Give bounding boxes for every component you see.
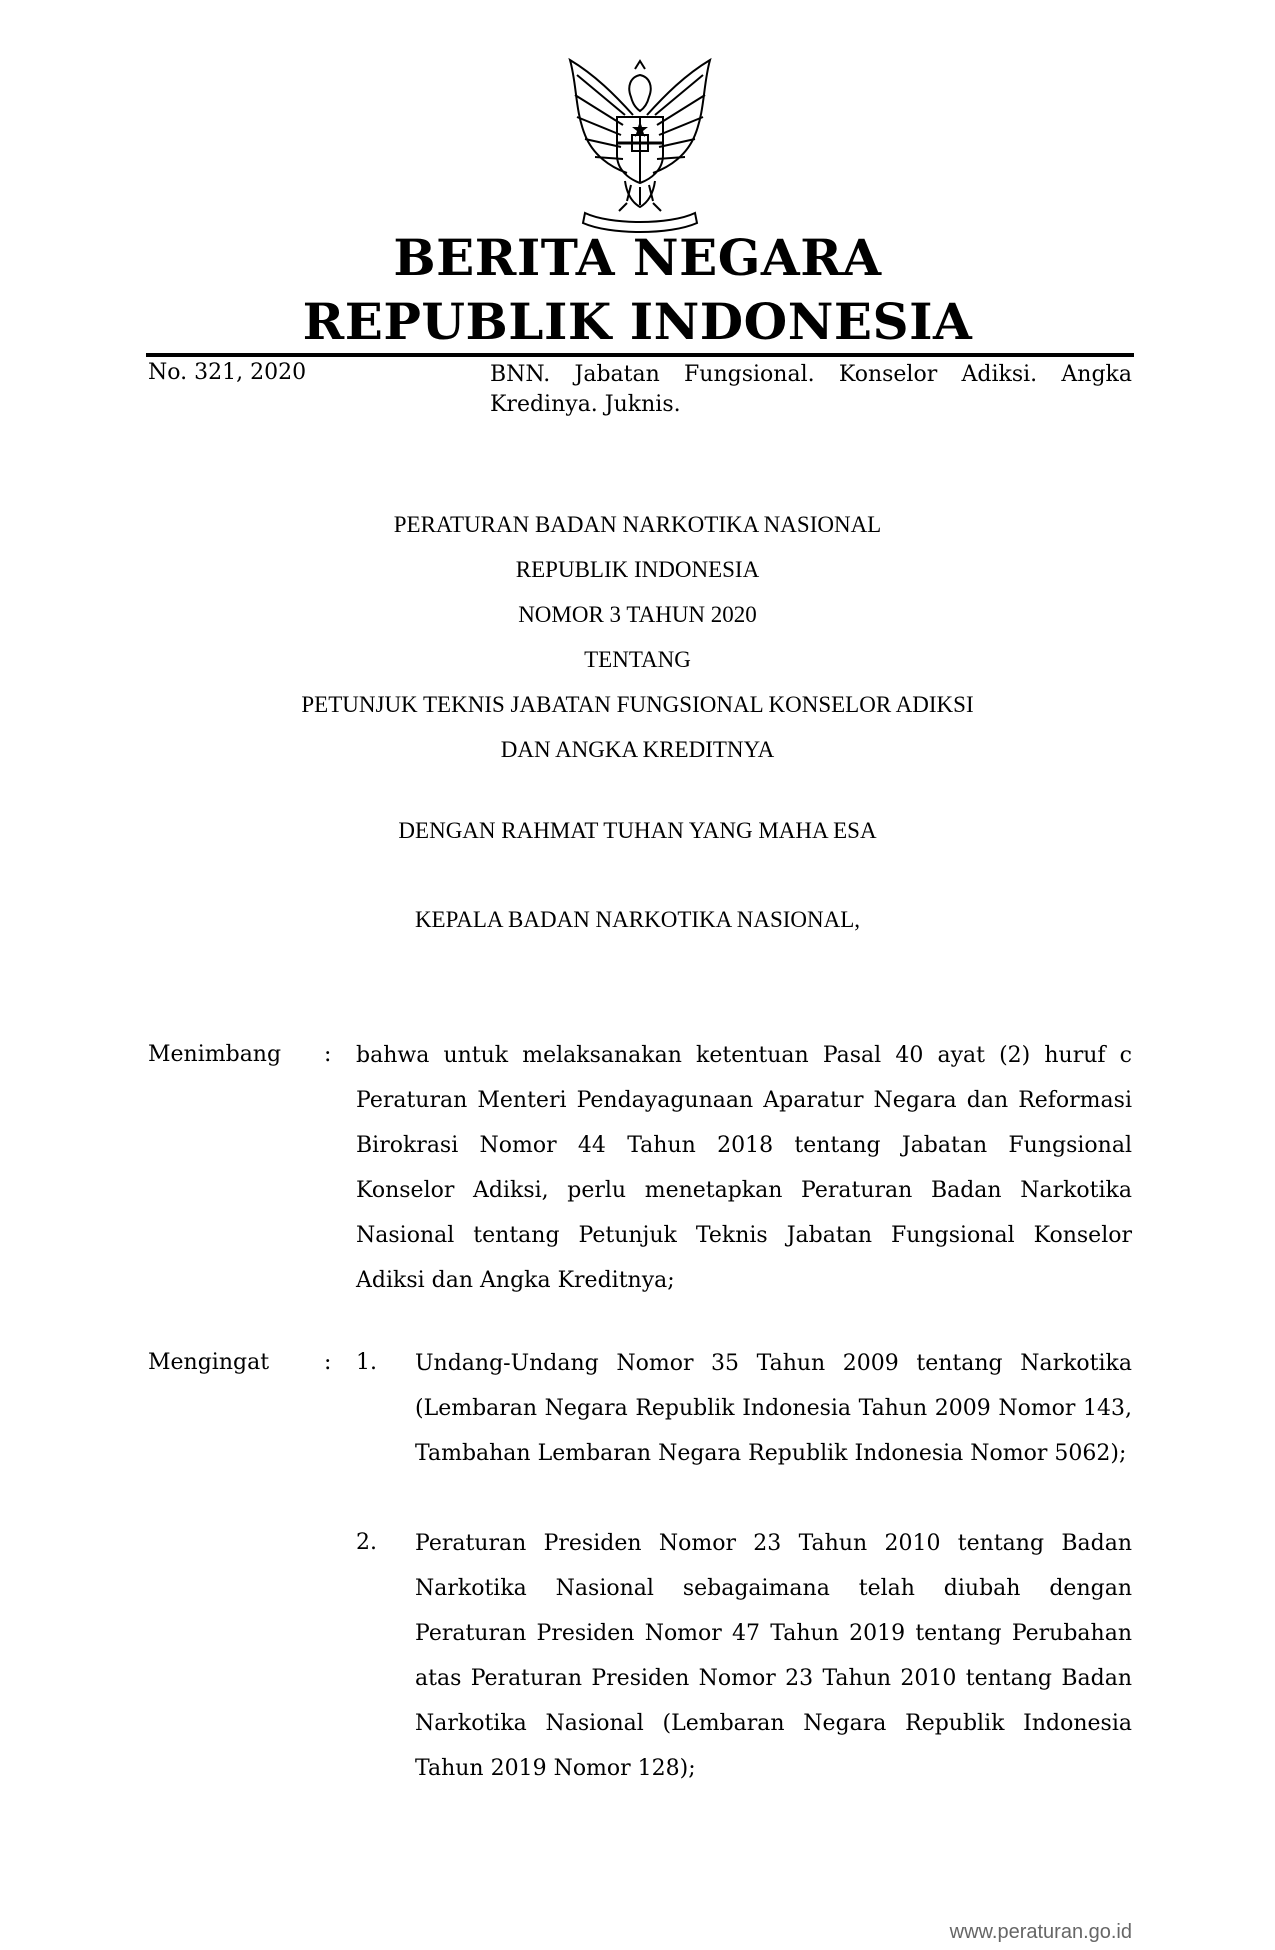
- regulation-title-line: TENTANG: [584, 647, 691, 672]
- regulation-title-line: NOMOR 3 TAHUN 2020: [518, 602, 757, 627]
- menimbang-text: bahwa untuk melaksanakan ketentuan Pasal 40 ayat (2) huruf c Peraturan Menteri Pendayagunaan Aparatur Negara dan Reformasi Birokrasi Nomor 44 Tahun 2018 tentang Jabatan Fungsional Konselor Adiksi, perlu menetapkan Peraturan Badan Narkotika Nasional tentang Petunjuk Teknis Jabatan Fungsional Konselor Adiksi dan Angka Kreditnya;: [356, 1043, 1132, 1293]
- list-item-number: 2.: [356, 1530, 377, 1555]
- menimbang-colon: :: [324, 1042, 332, 1067]
- list-item: Undang-Undang Nomor 35 Tahun 2009 tentang Narkotika (Lembaran Negara Republik Indonesia Tahun 2009 Nomor 143, Tambahan Lembaran Negara Republik Indonesia Nomor 5062);: [415, 1351, 1132, 1466]
- list-item-number: 1.: [356, 1350, 377, 1375]
- regulation-title-line: PERATURAN BADAN NARKOTIKA NASIONAL: [393, 512, 882, 537]
- regulation-title-line: REPUBLIK INDONESIA: [515, 557, 760, 582]
- mengingat-colon: :: [324, 1350, 332, 1375]
- masthead-subtitle: REPUBLIK INDONESIA: [302, 292, 973, 351]
- mengingat-label: Mengingat: [148, 1350, 270, 1375]
- regulation-title-line: PETUNJUK TEKNIS JABATAN FUNGSIONAL KONSELOR ADIKSI: [301, 692, 974, 717]
- list-item: Peraturan Presiden Nomor 23 Tahun 2010 tentang Badan Narkotika Nasional sebagaimana telah diubah dengan Peraturan Presiden Nomor 47 Tahun 2019 tentang Perubahan atas Peraturan Presiden Nomor 23 Tahun 2010 tentang Badan Narkotika Nasional (Lembaran Negara Republik Indonesia Tahun 2019 Nomor 128);: [415, 1531, 1132, 1781]
- regulation-title-line: DAN ANGKA KREDITNYA: [500, 737, 775, 762]
- invocation: DENGAN RAHMAT TUHAN YANG MAHA ESA: [398, 818, 877, 843]
- garuda-emblem-icon: [555, 55, 725, 235]
- issuing-authority: KEPALA BADAN NARKOTIKA NASIONAL,: [414, 907, 861, 932]
- footer-url: www.peraturan.go.id: [949, 1921, 1132, 1943]
- header-divider: [146, 353, 1134, 357]
- masthead-title: BERITA NEGARA: [393, 228, 882, 287]
- publication-subject: BNN. Jabatan Fungsional. Konselor Adiksi. Angka Kredinya. Juknis.: [490, 362, 1132, 417]
- publication-number: No. 321, 2020: [148, 360, 307, 385]
- menimbang-label: Menimbang: [148, 1042, 282, 1067]
- regulation-title: [0, 502, 1275, 772]
